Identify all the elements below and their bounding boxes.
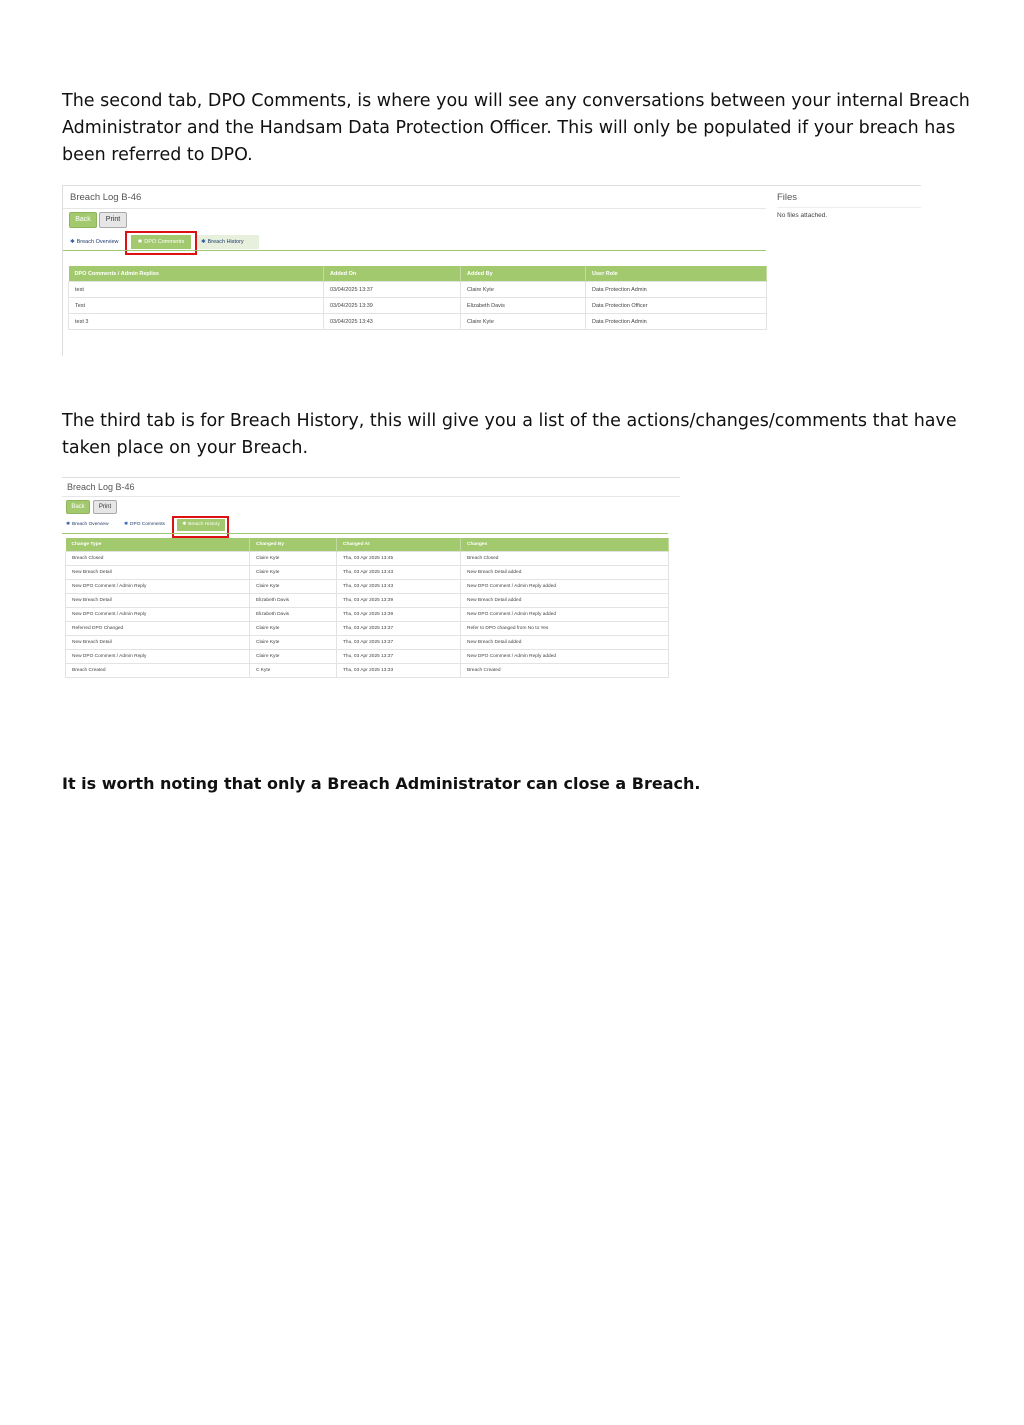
- table-cell: Claire Kyte: [461, 282, 586, 298]
- closing-note: It is worth noting that only a Breach Administrator can close a Breach.: [62, 774, 701, 793]
- table-cell: Thu, 03 Apr 2025 13:43: [337, 580, 461, 594]
- breach-history-screenshot: [62, 477, 680, 683]
- table-cell: Elizabeth Davis: [250, 608, 337, 622]
- column-header: Added On: [324, 266, 461, 282]
- table-cell: New Breach Detail added: [461, 566, 669, 580]
- table-cell: Thu, 03 Apr 2025 13:39: [337, 608, 461, 622]
- table-cell: Claire Kyte: [250, 622, 337, 636]
- table-row: [69, 314, 767, 330]
- column-header: Added By: [461, 266, 586, 282]
- table-row: [66, 566, 669, 580]
- table-cell: Thu, 03 Apr 2025 13:45: [337, 552, 461, 566]
- table-cell: Claire Kyte: [250, 566, 337, 580]
- table-cell: New Breach Detail added: [461, 594, 669, 608]
- breach-log-title: Breach Log B-46: [67, 482, 135, 492]
- tab-underline: [63, 250, 766, 251]
- tab-breach-history[interactable]: ✱ Breach History: [177, 519, 225, 531]
- back-button[interactable]: Back: [66, 500, 90, 514]
- table-cell: Breach Created: [66, 664, 250, 678]
- table-cell: 03/04/2025 13:43: [324, 314, 461, 330]
- table-cell: Claire Kyte: [461, 314, 586, 330]
- table-cell: Data Protection Admin: [586, 314, 767, 330]
- table-cell: Claire Kyte: [250, 636, 337, 650]
- divider: [63, 208, 766, 209]
- table-row: [66, 636, 669, 650]
- table-cell: C Kyte: [250, 664, 337, 678]
- tab-dpo-comments[interactable]: ✱ DPO Comments: [124, 522, 165, 527]
- table-row: [66, 552, 669, 566]
- table-row: [66, 650, 669, 664]
- table-cell: Breach Created: [461, 664, 669, 678]
- table-cell: Test: [69, 298, 324, 314]
- history-paragraph: The third tab is for Breach History, this will give you a list of the actions/changes/comments that have taken place on your Breach.: [62, 411, 957, 458]
- table-cell: New DPO Comment / Admin Reply added: [461, 608, 669, 622]
- table-row: [69, 298, 767, 314]
- breach-log-title: Breach Log B-46: [70, 192, 142, 203]
- table-cell: New DPO Comment / Admin Reply: [66, 650, 250, 664]
- column-header: DPO Comments / Admin Replies: [69, 266, 324, 282]
- divider: [62, 496, 680, 497]
- column-header: Changes: [461, 538, 669, 552]
- asterisk-icon: ✱: [124, 522, 129, 527]
- table-row: [66, 608, 669, 622]
- table-cell: 03/04/2025 13:39: [324, 298, 461, 314]
- column-header: Changed At: [337, 538, 461, 552]
- table-row: [66, 580, 669, 594]
- highlight-box: [125, 231, 197, 255]
- table-cell: Thu, 03 Apr 2025 13:37: [337, 636, 461, 650]
- table-cell: Thu, 03 Apr 2025 13:37: [337, 650, 461, 664]
- table-cell: New DPO Comment / Admin Reply added: [461, 650, 669, 664]
- column-header: Changed By: [250, 538, 337, 552]
- table-cell: New Breach Detail: [66, 636, 250, 650]
- table-row: [69, 282, 767, 298]
- asterisk-icon: ✱: [201, 239, 206, 245]
- table-cell: Claire Kyte: [250, 552, 337, 566]
- table-cell: New DPO Comment / Admin Reply: [66, 580, 250, 594]
- asterisk-icon: ✱: [66, 522, 71, 527]
- print-button[interactable]: Print: [93, 500, 117, 514]
- table-cell: Refer to DPO changed from No to Yes: [461, 622, 669, 636]
- print-button[interactable]: Print: [99, 212, 127, 228]
- asterisk-icon: ✱: [137, 239, 143, 245]
- table-cell: Breach Closed: [66, 552, 250, 566]
- table-cell: Elizabeth Davis: [461, 298, 586, 314]
- table-row: [66, 664, 669, 678]
- asterisk-icon: ✱: [182, 522, 187, 527]
- tab-underline: [62, 533, 668, 534]
- files-message: No files attached.: [777, 212, 828, 219]
- table-cell: New Breach Detail added: [461, 636, 669, 650]
- table-cell: Thu, 03 Apr 2025 13:43: [337, 566, 461, 580]
- tab-breach-overview[interactable]: ✱ Breach Overview: [70, 239, 119, 245]
- table-cell: Claire Kyte: [250, 650, 337, 664]
- tab-breach-history[interactable]: ✱ Breach History: [197, 235, 259, 249]
- table-cell: 03/04/2025 13:37: [324, 282, 461, 298]
- table-cell: Thu, 03 Apr 2025 13:33: [337, 664, 461, 678]
- tab-breach-overview[interactable]: ✱ Breach Overview: [66, 522, 109, 527]
- table-cell: Breach Closed: [461, 552, 669, 566]
- asterisk-icon: ✱: [70, 239, 75, 245]
- table-row: [66, 594, 669, 608]
- column-header: Change Type: [66, 538, 250, 552]
- table-cell: test: [69, 282, 324, 298]
- table-cell: Elizabeth Davis: [250, 594, 337, 608]
- column-header: User Role: [586, 266, 767, 282]
- table-cell: Claire Kyte: [250, 580, 337, 594]
- back-button[interactable]: Back: [69, 212, 97, 228]
- table-cell: Referred DPO Changed: [66, 622, 250, 636]
- divider: [777, 207, 921, 208]
- table-cell: Thu, 03 Apr 2025 13:37: [337, 622, 461, 636]
- table-row: [66, 622, 669, 636]
- highlight-box: [172, 516, 229, 538]
- table-cell: Data Protection Officer: [586, 298, 767, 314]
- dpo-comments-table: [68, 266, 767, 330]
- table-cell: test 3: [69, 314, 324, 330]
- table-cell: Thu, 03 Apr 2025 13:39: [337, 594, 461, 608]
- table-cell: New Breach Detail: [66, 566, 250, 580]
- dpo-comments-screenshot: [62, 185, 921, 356]
- intro-paragraph: The second tab, DPO Comments, is where you will see any conversations between your internal Breach Administrator and the Handsam Data Protection Officer. This will only be populated if your breach has been referred to DPO.: [62, 91, 970, 165]
- table-cell: New DPO Comment / Admin Reply added: [461, 580, 669, 594]
- table-cell: New DPO Comment / Admin Reply: [66, 608, 250, 622]
- tab-dpo-comments[interactable]: ✱ DPO Comments: [131, 235, 191, 249]
- breach-history-table: [65, 538, 669, 678]
- table-cell: New Breach Detail: [66, 594, 250, 608]
- files-title: Files: [777, 192, 798, 203]
- table-cell: Data Protection Admin: [586, 282, 767, 298]
